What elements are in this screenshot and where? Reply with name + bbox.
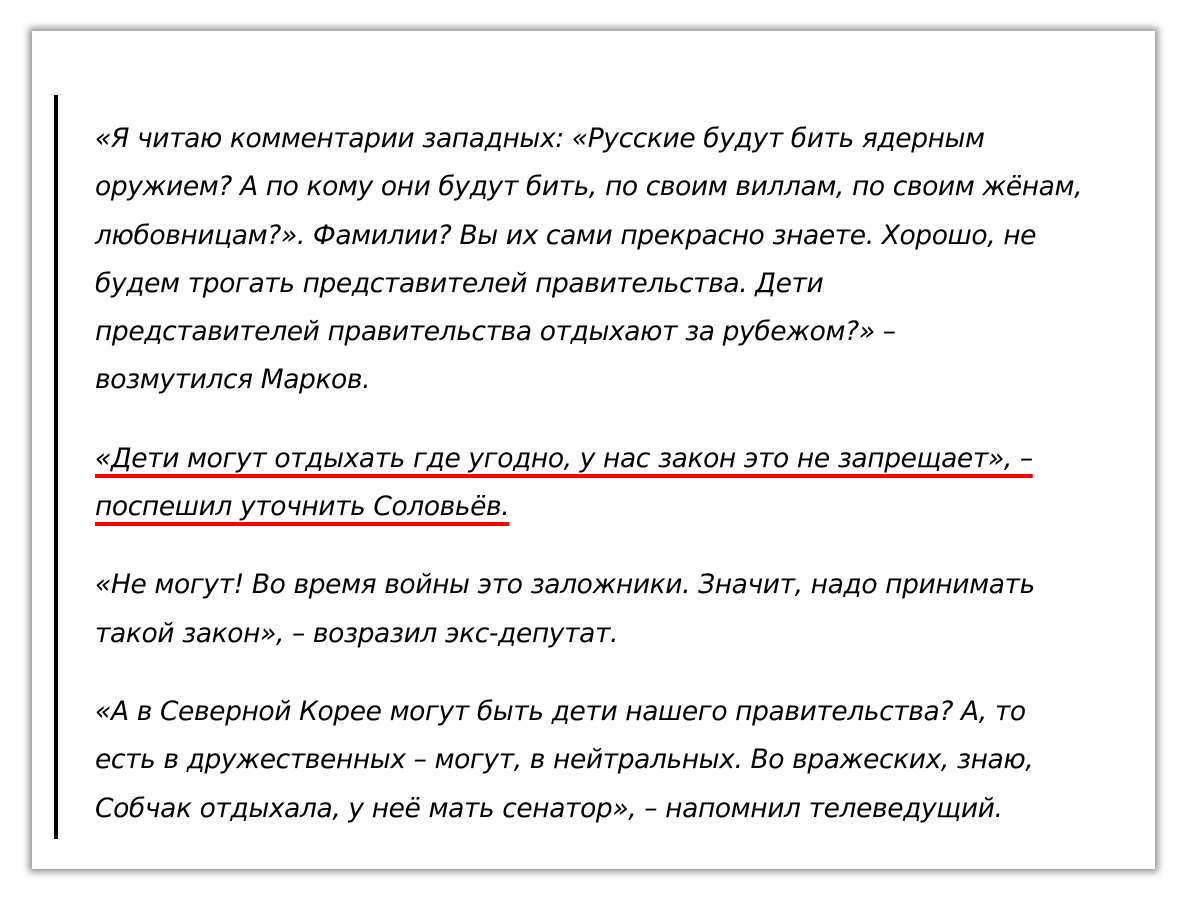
paragraph-1	[95, 115, 1135, 405]
paragraph-3-line-1: «Не могут! Во время войны это заложники. Значит, надо принимать	[95, 569, 1035, 601]
paragraph-2-highlighted	[95, 435, 1135, 532]
paragraph-2-line-2	[95, 483, 1135, 531]
paragraph-3	[95, 561, 1135, 658]
paragraph-1-line-1: «Я читаю комментарии западных: «Русские будут бить ядерным	[95, 123, 985, 154]
paragraph-1-line-6: возмутился Марков.	[95, 364, 371, 396]
blockquote-bar	[54, 95, 58, 839]
blockquote	[95, 115, 1135, 833]
paragraph-3-line-2: такой закон», – возразил экс-депутат.	[95, 617, 619, 649]
paragraph-2-line-1	[95, 435, 1135, 483]
paragraph-1-line-3: любовницам?». Фамилии? Вы их сами прекрасно знаете. Хорошо, не	[95, 219, 1037, 251]
highlight-underline-1: «Дети могут отдыхать где угодно, у нас закон это не запрещает», –	[95, 442, 1033, 474]
highlight-underline-2: поспешил уточнить Соловьёв.	[95, 491, 510, 523]
document-page	[32, 31, 1155, 869]
paragraph-1-line-5: представителей правительства отдыхают за рубежом?» –	[95, 316, 896, 348]
paragraph-4-line-1: «А в Северной Корее могут быть дети нашего правительства? А, то	[95, 695, 1026, 727]
paragraph-1-line-4: будем трогать представителей правительства. Дети	[95, 267, 824, 299]
paragraph-4-line-2: есть в дружественных – могут, в нейтральных. Во вражеских, знаю,	[95, 744, 1034, 776]
paragraph-4-line-3: Собчак отдыхала, у неё мать сенатор», – напомнил телеведущий.	[95, 792, 1003, 824]
paragraph-1-line-2: оружием? А по кому они будут бить, по своим виллам, по своим жёнам,	[95, 171, 1083, 203]
paragraph-4	[95, 688, 1135, 833]
